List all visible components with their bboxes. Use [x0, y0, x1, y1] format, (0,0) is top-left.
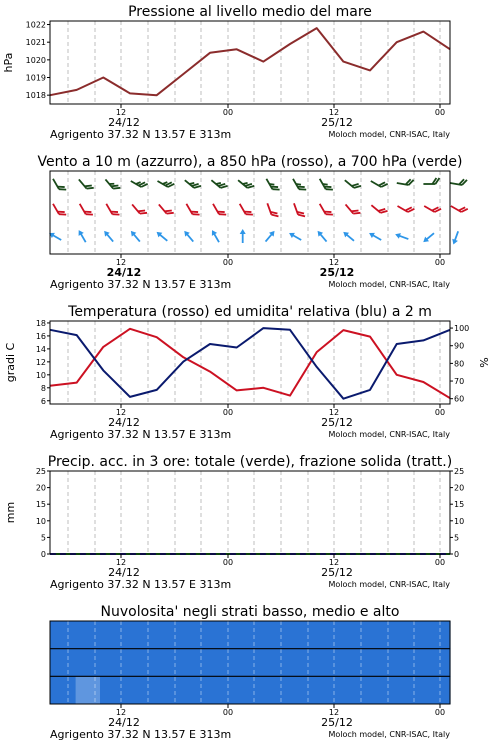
wind-barb [263, 229, 277, 244]
y-tick-label: 6 [40, 396, 46, 406]
cloud-cell [400, 621, 426, 649]
x-tick-label: 12 [115, 708, 127, 717]
cloud-cell [350, 649, 376, 677]
cloud-cell [200, 676, 226, 704]
wind-barb [240, 201, 253, 218]
wind-barb [451, 201, 468, 214]
cloud-cell [325, 621, 351, 649]
cloud-cell [75, 621, 101, 649]
cloud-cell [425, 676, 451, 704]
pressure-line [50, 28, 450, 95]
x-tick-label: 12 [115, 258, 127, 267]
location-label: Agrigento 37.32 N 13.57 E 313m [50, 428, 232, 441]
cloud-cell [50, 676, 76, 704]
wind-barb [320, 201, 333, 218]
location-label: Agrigento 37.32 N 13.57 E 313m [50, 128, 232, 141]
x-date-label: 24/12 [108, 416, 140, 429]
y-tick-label: 8 [40, 383, 46, 393]
x-tick-label: 00 [434, 108, 446, 117]
wind-barb [346, 201, 361, 217]
credit-label: Moloch model, CNR-ISAC, Italy [328, 580, 450, 589]
y-tick-label: 10 [35, 516, 46, 526]
x-tick-label: 00 [222, 708, 234, 717]
y-axis-label: hPa [2, 52, 15, 73]
y-tick-label: 25 [35, 467, 46, 476]
cloud-cell [100, 621, 126, 649]
wind-barb [102, 229, 116, 244]
cloud-cell [325, 676, 351, 704]
wind-barb [53, 176, 66, 193]
wind-barb [213, 201, 226, 218]
wind-barb [209, 229, 221, 244]
location-label: Agrigento 37.32 N 13.57 E 313m [50, 728, 232, 741]
cloud-cell [175, 649, 201, 677]
cloud-cell [425, 649, 451, 677]
wind-barb [76, 229, 88, 244]
wind-barb [106, 201, 119, 218]
wind-barb [186, 201, 199, 218]
y-tick-label: 1022 [25, 20, 46, 30]
x-tick-label: 00 [222, 108, 234, 117]
wind-barb [394, 231, 409, 241]
wind-barb [158, 176, 175, 189]
y-tick-label: 0 [454, 550, 460, 559]
wind-barb [397, 177, 414, 186]
wind-barb [131, 176, 148, 189]
x-tick-label: 12 [328, 108, 340, 117]
location-label: Agrigento 37.32 N 13.57 E 313m [50, 578, 232, 591]
wind-barb [424, 201, 441, 214]
y-tick-label: 20 [35, 483, 46, 493]
x-date-label: 25/12 [321, 566, 353, 579]
cloud-cell [50, 649, 76, 677]
cloud-cell [275, 621, 301, 649]
precip-panel [68, 471, 440, 554]
y-tick-label: 20 [454, 483, 465, 493]
panel-frame [50, 321, 450, 404]
y-tick-label: 1018 [25, 91, 46, 101]
cloud-cell [150, 676, 176, 704]
y-tick-label: 14 [35, 344, 46, 354]
x-date-label: 24/12 [108, 566, 140, 579]
cloud-cell [300, 676, 326, 704]
y-axis-label: gradi C [4, 342, 17, 383]
y-tick-label: 5 [454, 533, 460, 543]
y-axis-label: mm [4, 501, 17, 524]
y-tick-label: 5 [40, 533, 46, 543]
wind-barb [266, 176, 279, 193]
wind-barb [293, 176, 306, 193]
cloud-cell [200, 621, 226, 649]
wind-barb [238, 176, 254, 191]
x-date-label: 25/12 [321, 416, 353, 429]
wind-barb [79, 176, 94, 192]
x-tick-label: 00 [434, 708, 446, 717]
cloud-cell [125, 649, 151, 677]
cloud-cell [350, 676, 376, 704]
wind-barb [341, 230, 356, 244]
panel-title: Temperatura (rosso) ed umidita' relativa (blu) a 2 m [68, 304, 432, 320]
credit-label: Moloch model, CNR-ISAC, Italy [328, 130, 450, 139]
y-tick-label: 10 [35, 370, 46, 380]
y-tick-label: 80 [454, 359, 465, 369]
wind-barb [80, 201, 93, 218]
cloud-cell [125, 676, 151, 704]
y-tick-label: 18 [35, 318, 46, 328]
wind-barb [345, 176, 361, 191]
panel-frame [50, 471, 450, 554]
wind-barb [182, 229, 196, 244]
cloud-cell [100, 649, 126, 677]
wind-barb [267, 201, 278, 218]
panel-title: Vento a 10 m (azzurro), a 850 hPa (rosso), a 700 hPa (verde) [37, 154, 463, 170]
wind-barb [398, 201, 415, 214]
cloud-cell [75, 649, 101, 677]
cloud-cell [350, 621, 376, 649]
panel-title: Pressione al livello medio del mare [128, 4, 372, 20]
wind-barb [371, 201, 387, 216]
panel-title: Nuvolosita' negli strati basso, medio e alto [100, 604, 400, 620]
cloud-cell [300, 621, 326, 649]
y-tick-label: 1020 [25, 55, 46, 65]
x-tick-label: 00 [434, 408, 446, 417]
x-date-label: 24/12 [108, 716, 140, 729]
y-tick-label: 0 [40, 550, 46, 559]
cloud-cell [275, 649, 301, 677]
y-tick-label: 15 [35, 500, 46, 510]
x-date-label: 25/12 [321, 116, 353, 129]
y-tick-label: 12 [35, 357, 46, 367]
wind-barb [132, 201, 147, 217]
y-tick-label: 100 [454, 324, 470, 334]
x-date-label: 24/12 [106, 266, 142, 279]
cloud-cell [50, 621, 76, 649]
wind-barb [371, 176, 388, 189]
y-tick-label: 1019 [25, 73, 46, 83]
cloud-cell [225, 649, 251, 677]
x-tick-label: 00 [222, 558, 234, 567]
cloud-cell [100, 676, 126, 704]
y-tick-label: 90 [454, 341, 465, 351]
x-tick-label: 12 [328, 408, 340, 417]
x-tick-label: 00 [434, 258, 446, 267]
x-tick-label: 00 [222, 408, 234, 417]
x-tick-label: 12 [115, 108, 127, 117]
x-tick-label: 12 [328, 708, 340, 717]
cloud-cell [75, 676, 101, 704]
wind-barb [368, 230, 383, 242]
wind-barb [105, 176, 120, 192]
cloud-cell [425, 621, 451, 649]
x-date-label: 25/12 [319, 266, 355, 279]
x-date-label: 24/12 [108, 116, 140, 129]
panel-title: Precip. acc. in 3 ore: totale (verde), frazione solida (tratt.) [47, 454, 453, 470]
cloud-cell [400, 676, 426, 704]
cloud-cell [125, 621, 151, 649]
cloud-cell [400, 649, 426, 677]
wind-barb [421, 231, 436, 245]
y-tick-label: 15 [454, 500, 465, 510]
wind-barb [320, 176, 333, 193]
cloud-cell [225, 621, 251, 649]
y-tick-label: 25 [454, 467, 465, 476]
wind-barb [451, 230, 461, 245]
y-tick-label: 60 [454, 394, 465, 404]
wind-barb [423, 178, 439, 184]
wind-barb [315, 229, 329, 244]
cloud-cell [225, 676, 251, 704]
x-tick-label: 00 [434, 558, 446, 567]
y-tick-label: 16 [35, 331, 46, 341]
cloud-cell [325, 649, 351, 677]
wind-barb [159, 201, 174, 217]
cloud-cell [300, 649, 326, 677]
y-tick-label: 1021 [25, 38, 46, 48]
x-tick-label: 12 [115, 558, 127, 567]
y-axis-label: % [478, 357, 491, 368]
credit-label: Moloch model, CNR-ISAC, Italy [328, 730, 450, 739]
wind-barb [129, 229, 143, 244]
cloud-cell [150, 649, 176, 677]
cloud-cell [175, 621, 201, 649]
cloud-cell [175, 676, 201, 704]
wind-barb [240, 229, 246, 243]
y-tick-label: 70 [454, 377, 465, 387]
temperature-line [50, 329, 450, 398]
credit-label: Moloch model, CNR-ISAC, Italy [328, 430, 450, 439]
cloud-cell [275, 676, 301, 704]
x-tick-label: 12 [115, 408, 127, 417]
wind-barb [155, 230, 170, 244]
wind-barb [185, 176, 201, 191]
x-tick-label: 12 [328, 258, 340, 267]
wind-barb [450, 177, 467, 186]
wind-barb [53, 201, 66, 218]
credit-label: Moloch model, CNR-ISAC, Italy [328, 280, 450, 289]
location-label: Agrigento 37.32 N 13.57 E 313m [50, 278, 232, 291]
x-date-label: 25/12 [321, 716, 353, 729]
cloud-cell [200, 649, 226, 677]
y-tick-label: 10 [454, 516, 465, 526]
cloud-cell [150, 621, 176, 649]
panel-frame [50, 21, 450, 104]
wind-barb [211, 176, 227, 191]
wind-barb [288, 230, 303, 242]
pressure-panel [68, 21, 440, 104]
wind-barb [294, 201, 305, 218]
x-tick-label: 12 [328, 558, 340, 567]
x-tick-label: 00 [222, 258, 234, 267]
